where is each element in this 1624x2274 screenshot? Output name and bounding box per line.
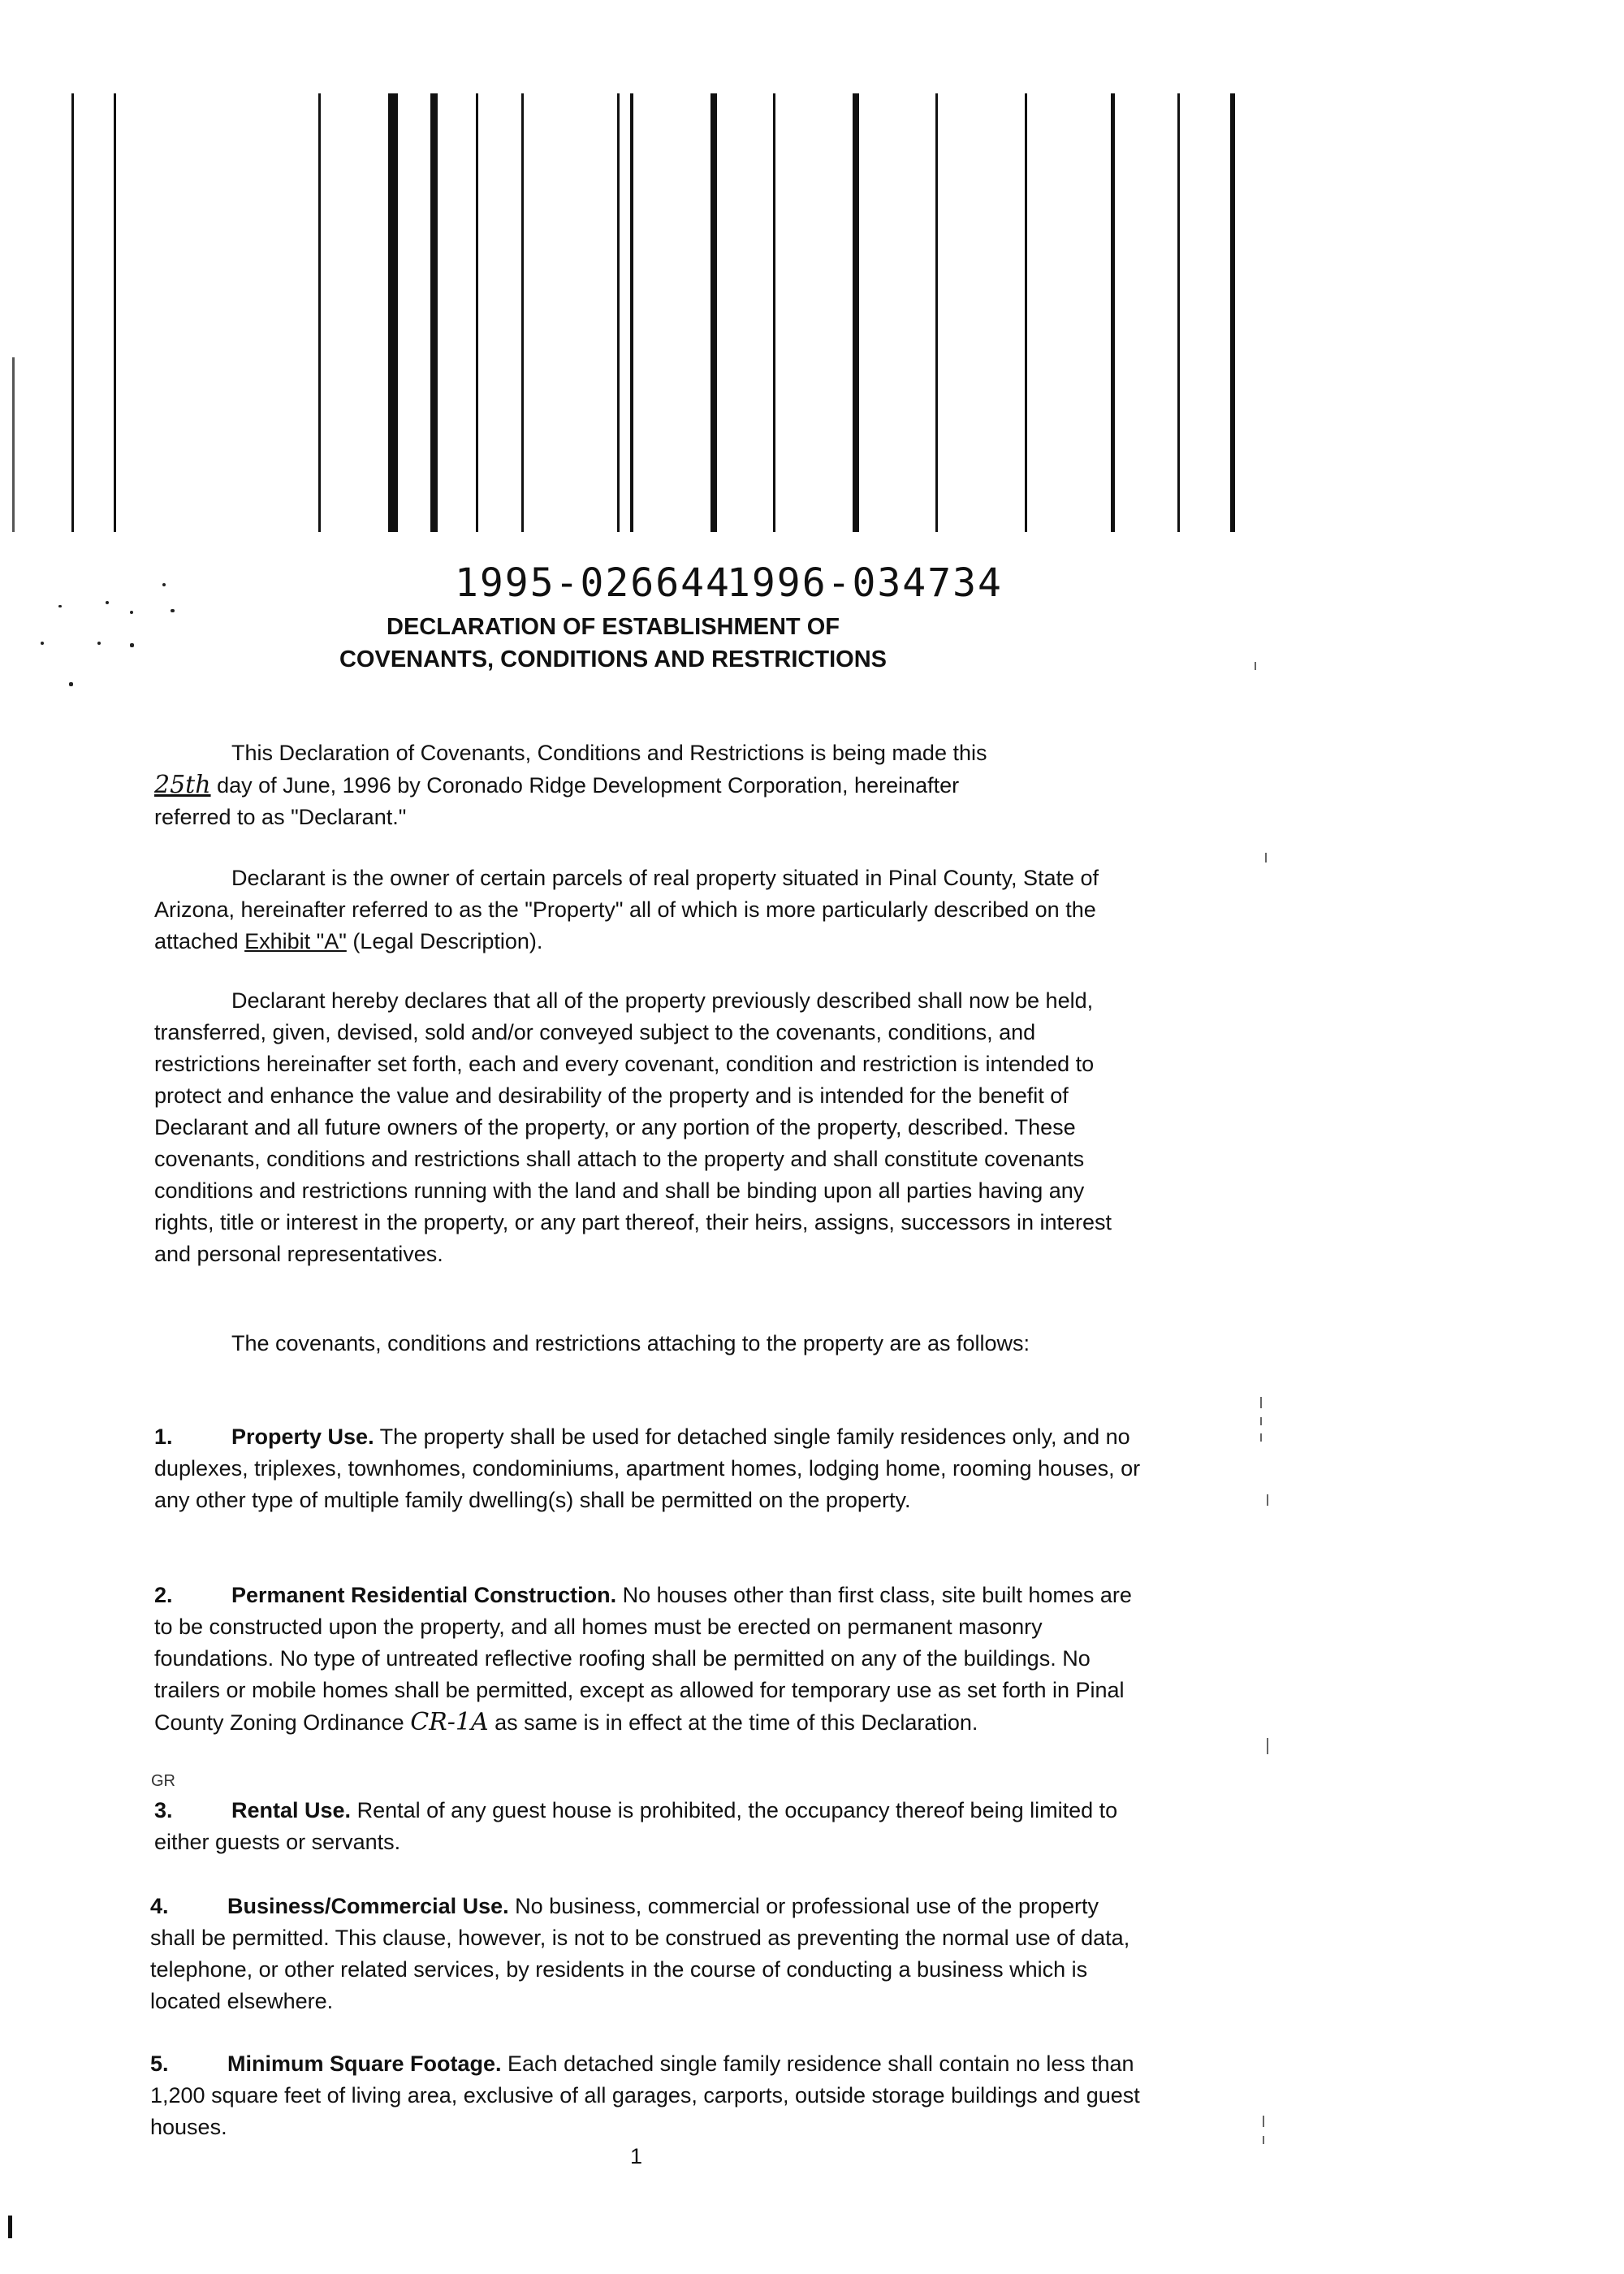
intro-paragraph bbox=[154, 737, 1145, 833]
section-number: 1. bbox=[154, 1424, 173, 1449]
section-number: 2. bbox=[154, 1583, 173, 1607]
section-permanent-construction bbox=[154, 1580, 1145, 1739]
section-heading: Rental Use. bbox=[231, 1798, 352, 1822]
document-title-line2: COVENANTS, CONDITIONS AND RESTRICTIONS bbox=[339, 646, 887, 672]
scan-artifact-mark bbox=[1263, 2116, 1264, 2127]
margin-note: GR bbox=[151, 1772, 175, 1790]
scan-speck bbox=[69, 682, 73, 686]
covenants-intro-paragraph bbox=[154, 1328, 1145, 1360]
scan-speck bbox=[106, 601, 109, 604]
intro-line2: day of June, 1996 by Coronado Ridge Development Corporation, hereinafter bbox=[210, 773, 960, 798]
intro-line1: This Declaration of Covenants, Conditions and Restrictions is being made this bbox=[231, 741, 987, 765]
section-text: No business, commercial or professional use of the property shall be permitted. This clause, however, is not to be construed as preventing the normal use of data, telephone, or other related services, by residents in the course of conducting a business which is located elsewhere. bbox=[150, 1894, 1130, 2013]
handwritten-zoning-insert: CR-1A bbox=[410, 1708, 489, 1736]
section-text-end: as same is in effect at the time of this Declaration. bbox=[488, 1710, 978, 1735]
section-property-use bbox=[154, 1421, 1145, 1516]
scan-artifact-line bbox=[12, 357, 15, 532]
document-title-line1: DECLARATION OF ESTABLISHMENT OF bbox=[387, 614, 840, 640]
owner-text: Declarant is the owner of certain parcels of real property situated in Pinal County, State of Arizona, hereinafter referred to as the "Property" all of which is more particularly described on the attached bbox=[154, 866, 1099, 953]
section-text: No houses other than first class, site built homes are to be constructed upon the property, and all homes must be erected on permanent masonry foundations. No type of untreated reflective roofing shall be permitted on any of the buildings. No trailers or mobile homes shall be permitted, except as allowed for temporary use as set forth in Pinal County Zoning Ordinance bbox=[154, 1583, 1132, 1735]
section-number: 4. bbox=[150, 1894, 169, 1918]
section-business-use bbox=[150, 1891, 1141, 2017]
recording-number-left: 1995-026644 bbox=[455, 560, 731, 606]
recording-number-right: 1996-034734 bbox=[727, 560, 1003, 606]
scan-artifact-mark bbox=[1255, 662, 1256, 670]
owner-paragraph bbox=[154, 862, 1145, 958]
section-heading: Minimum Square Footage. bbox=[227, 2051, 502, 2076]
exhibit-reference: Exhibit "A" bbox=[244, 929, 347, 953]
scan-speck bbox=[162, 583, 166, 586]
scan-artifact-mark bbox=[1267, 1494, 1268, 1506]
scan-artifact-mark bbox=[1260, 1397, 1262, 1408]
section-number: 3. bbox=[154, 1798, 173, 1822]
section-heading: Business/Commercial Use. bbox=[227, 1894, 509, 1918]
scan-artifact-mark bbox=[1260, 1433, 1262, 1442]
scan-artifact-mark bbox=[1260, 1417, 1262, 1425]
scan-artifact-mark bbox=[1263, 2136, 1264, 2144]
section-text: The property shall be used for detached single family residences only, and no duplexes, triplexes, townhomes, condominiums, apartment homes, lodging home, rooming houses, or any other type of multiple family dwelling(s) shall be permitted on the property. bbox=[154, 1424, 1141, 1512]
scan-artifact-mark bbox=[8, 2216, 12, 2238]
declares-paragraph bbox=[154, 985, 1145, 1270]
covenants-intro-text: The covenants, conditions and restrictions attaching to the property are as follows: bbox=[231, 1331, 1030, 1355]
section-minimum-square-footage bbox=[150, 2048, 1141, 2143]
owner-text-end: (Legal Description). bbox=[346, 929, 543, 953]
section-number: 5. bbox=[150, 2051, 169, 2076]
barcode bbox=[0, 93, 1267, 532]
declares-text: Declarant hereby declares that all of the property previously described shall now be held, transferred, given, devised, sold and/or conveyed subject to the covenants, conditions, and restrictions hereinafter set forth, each and every covenant, condition and restriction is intended to protect and enhance the value and desirability of the property and is intended for the benefit of Declarant and all future owners of the property, or any portion of the property, described. These covenants, conditions and restrictions shall attach to the property and shall constitute covenants conditions and restrictions running with the land and shall be binding upon all parties having any rights, title or interest in the property, or any part thereof, their heirs, assigns, successors in interest and personal representatives. bbox=[154, 988, 1112, 1266]
scan-artifact-mark bbox=[1265, 853, 1267, 862]
section-heading: Property Use. bbox=[231, 1424, 374, 1449]
scan-artifact-mark bbox=[1267, 1738, 1268, 1754]
page-number: 1 bbox=[630, 2144, 643, 2168]
intro-line3: referred to as "Declarant." bbox=[154, 805, 407, 829]
handwritten-day: 25th bbox=[154, 771, 211, 799]
section-text: Rental of any guest house is prohibited, the occupancy thereof being limited to either guests or servants. bbox=[154, 1798, 1118, 1854]
section-text: Each detached single family residence shall contain no less than 1,200 square feet of living area, exclusive of all garages, carports, outside storage buildings and guest houses. bbox=[150, 2051, 1140, 2139]
section-rental-use bbox=[154, 1795, 1145, 1858]
scan-speck bbox=[58, 605, 62, 607]
section-heading: Permanent Residential Construction. bbox=[231, 1583, 617, 1607]
